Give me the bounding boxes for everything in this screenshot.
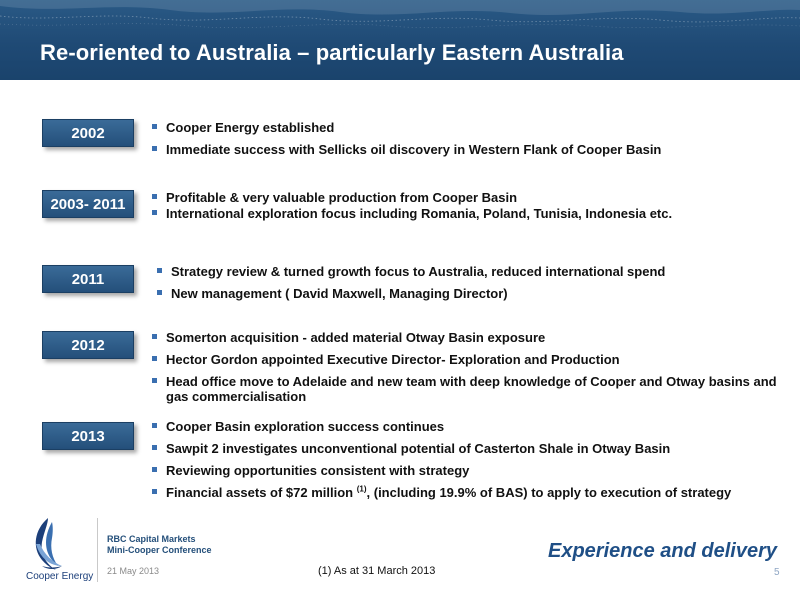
conference-organizer: RBC Capital Markets xyxy=(107,534,196,544)
bullet-group-2013 xyxy=(152,419,797,507)
bullet-group-2002 xyxy=(152,120,797,164)
list-item xyxy=(152,463,797,478)
square-bullet-icon xyxy=(152,334,157,339)
bullet-text: Cooper Basin exploration success continues xyxy=(166,419,445,434)
bullet-text-part: , (including 19.9% of BAS) to apply to execution of strategy xyxy=(366,485,732,500)
page-number: 5 xyxy=(774,567,780,578)
list-item xyxy=(152,206,797,221)
year-badge-2011: 2011 xyxy=(42,265,134,293)
list-item xyxy=(157,286,800,301)
tagline: Experience and delivery xyxy=(548,540,778,562)
list-item xyxy=(152,441,797,456)
list-item xyxy=(152,374,797,404)
bullet-text: Somerton acquisition - added material Otway Basin exposure xyxy=(166,330,546,345)
bullet-text: Cooper Energy established xyxy=(166,120,335,135)
footnote-reference: (1) xyxy=(356,484,367,494)
bullet-text: New management ( David Maxwell, Managing Director) xyxy=(171,286,508,301)
page-title: Re-oriented to Australia – particularly Eastern Australia xyxy=(40,40,624,65)
list-item xyxy=(157,264,800,279)
list-item xyxy=(152,352,797,367)
square-bullet-icon xyxy=(152,467,157,472)
bullet-text: Sawpit 2 investigates unconventional potential of Casterton Shale in Otway Basin xyxy=(166,441,671,456)
bullet-group-2011 xyxy=(157,264,800,308)
list-item xyxy=(152,120,797,135)
footnote: (1) As at 31 March 2013 xyxy=(318,565,436,577)
bullet-text: Head office move to Adelaide and new team with deep knowledge of Cooper and Otway basins and gas commercialisation xyxy=(166,374,777,404)
square-bullet-icon xyxy=(157,268,162,273)
bullet-text: Reviewing opportunities consistent with strategy xyxy=(166,463,470,478)
list-item xyxy=(152,142,797,157)
bullet-text: Strategy review & turned growth focus to Australia, reduced international spend xyxy=(171,264,666,279)
header-band xyxy=(0,0,800,80)
square-bullet-icon xyxy=(152,194,157,199)
conference-name: Mini-Cooper Conference xyxy=(107,545,212,555)
bullet-text: International exploration focus including Romania, Poland, Tunisia, Indonesia etc. xyxy=(166,206,673,221)
square-bullet-icon xyxy=(152,124,157,129)
list-item xyxy=(152,485,797,500)
square-bullet-icon xyxy=(152,146,157,151)
year-badge-2012: 2012 xyxy=(42,331,134,359)
year-badge-2002: 2002 xyxy=(42,119,134,147)
bullet-group-2003-2011 xyxy=(152,190,797,222)
header-wave-decoration xyxy=(0,0,800,34)
square-bullet-icon xyxy=(152,445,157,450)
bullet-text-part: Financial assets of $72 million xyxy=(166,485,357,500)
square-bullet-icon xyxy=(152,210,157,215)
bullet-group-2012 xyxy=(152,330,797,411)
footer-divider xyxy=(97,518,98,582)
square-bullet-icon xyxy=(152,423,157,428)
year-badge-2013: 2013 xyxy=(42,422,134,450)
list-item xyxy=(152,190,797,205)
year-badge-2003-2011: 2003- 2011 xyxy=(42,190,134,218)
presentation-date: 21 May 2013 xyxy=(107,566,160,576)
bullet-text: Hector Gordon appointed Executive Director- Exploration and Production xyxy=(166,352,620,367)
list-item xyxy=(152,419,797,434)
list-item xyxy=(152,330,797,345)
bullet-text: Profitable & very valuable production from Cooper Basin xyxy=(166,190,518,205)
square-bullet-icon xyxy=(152,489,157,494)
square-bullet-icon xyxy=(152,356,157,361)
logo-wordmark: Cooper Energy xyxy=(26,571,94,582)
bullet-text: Immediate success with Sellicks oil discovery in Western Flank of Cooper Basin xyxy=(166,142,662,157)
square-bullet-icon xyxy=(157,290,162,295)
square-bullet-icon xyxy=(152,378,157,383)
